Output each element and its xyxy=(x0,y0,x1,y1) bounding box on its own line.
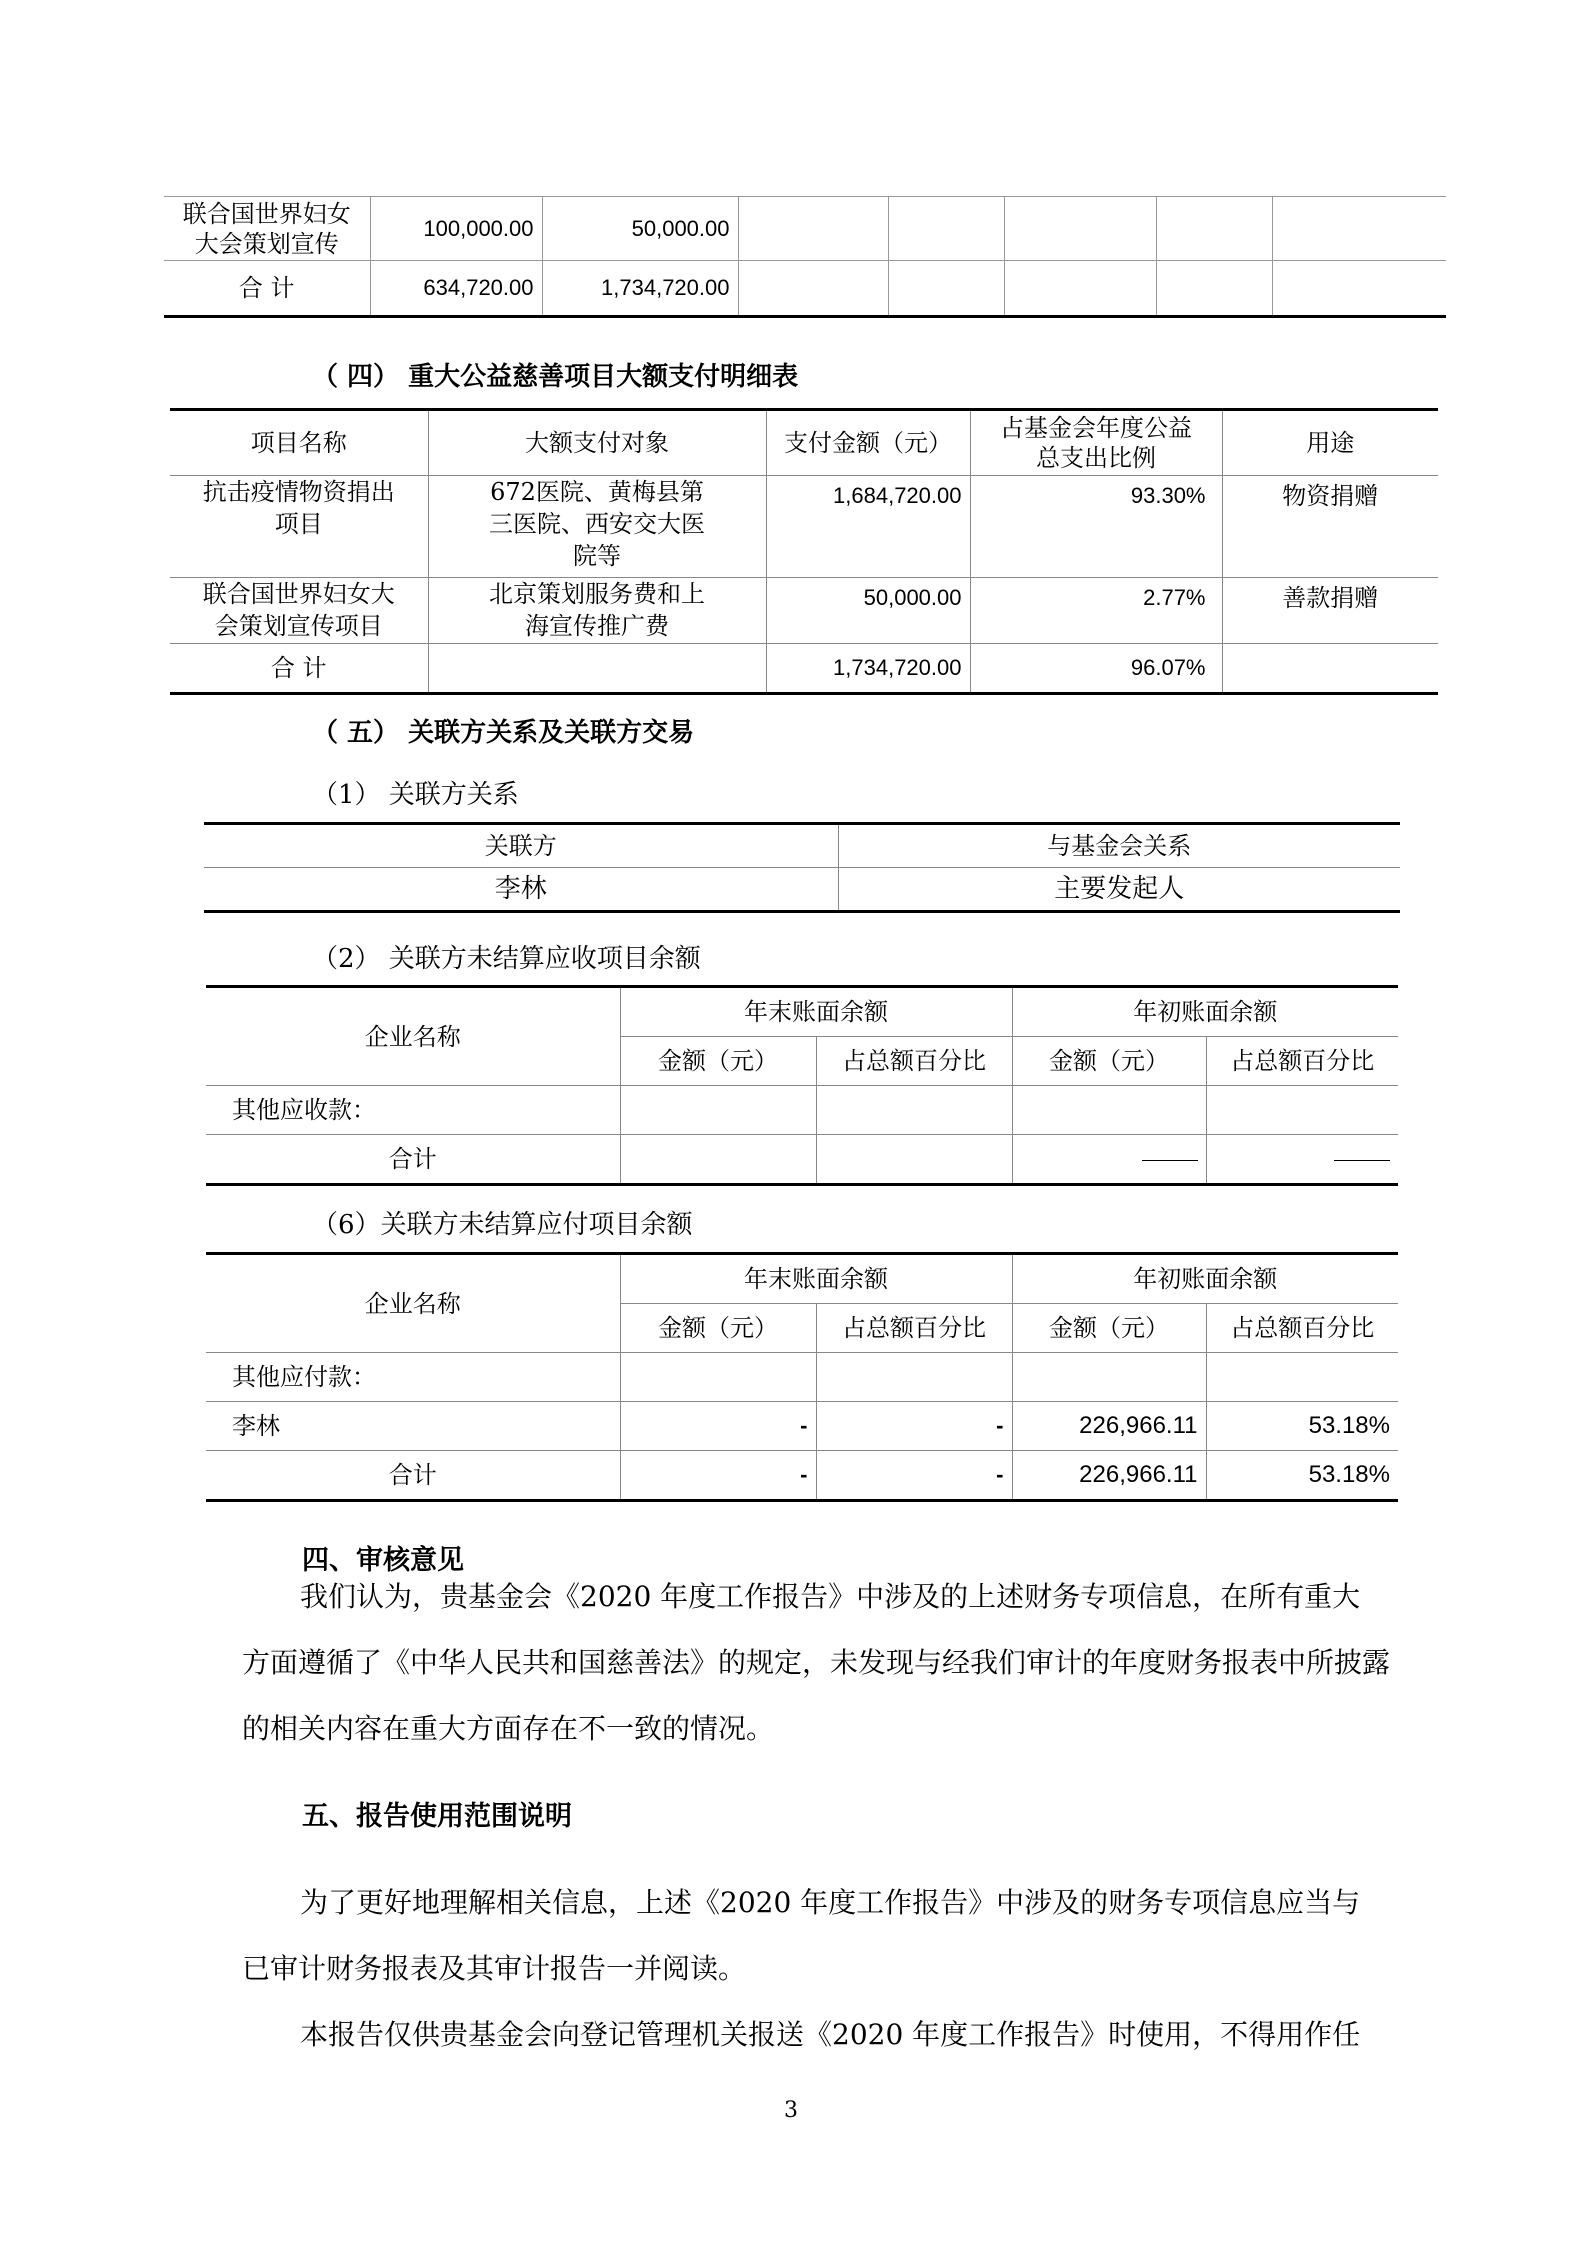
category-cell: 其他应收款： xyxy=(206,1086,620,1135)
header-cell: 占总额百分比 xyxy=(1206,1304,1398,1353)
total-label: 合 计 xyxy=(164,261,370,317)
table-row xyxy=(164,197,1446,261)
total-amount: 1,734,720.00 xyxy=(766,644,970,694)
table-row xyxy=(206,1402,1398,1451)
year-end-header: 年末账面余额 xyxy=(620,987,1012,1037)
pct-cell: - xyxy=(816,1402,1012,1451)
header-row xyxy=(206,1254,1398,1304)
use-cell: 善款捐赠 xyxy=(1222,578,1438,644)
amount-cell: 50,000.00 xyxy=(542,197,738,261)
total-label: 合计 xyxy=(206,1135,620,1185)
total-ratio: 96.07% xyxy=(970,644,1222,694)
total-row xyxy=(206,1135,1398,1185)
year-begin-header: 年初账面余额 xyxy=(1012,1254,1398,1304)
usage-scope-text xyxy=(242,1870,1442,2068)
amount-cell: 226,966.11 xyxy=(1012,1451,1206,1501)
section-4-title: （ 四） 重大公益慈善项目大额支付明细表 xyxy=(312,362,799,392)
company-header: 企业名称 xyxy=(206,1254,620,1353)
relationship-cell: 主要发起人 xyxy=(838,868,1400,912)
project-name-cell: 联合国世界妇女大会策划宣传项目 xyxy=(170,578,428,644)
amount-cell: - xyxy=(620,1451,816,1501)
usage-scope-title: 五、报告使用范围说明 xyxy=(302,1801,572,1832)
large-payment-table xyxy=(170,408,1438,695)
total-amount: 1,734,720.00 xyxy=(542,261,738,317)
payee-cell: 北京策划服务费和上海宣传推广费 xyxy=(428,578,766,644)
receivable-balance-table xyxy=(206,985,1398,1186)
related-party-table xyxy=(204,822,1400,913)
header-cell: 支付金额（元） xyxy=(766,410,970,476)
related-party-name: 李林 xyxy=(204,868,838,912)
paragraph-line: 已审计财务报表及其审计报告一并阅读。 xyxy=(242,1952,747,1985)
header-cell: 大额支付对象 xyxy=(428,410,766,476)
company-header: 企业名称 xyxy=(206,987,620,1086)
amount-cell: 100,000.00 xyxy=(370,197,542,261)
total-amount: 634,720.00 xyxy=(370,261,542,317)
year-end-header: 年末账面余额 xyxy=(620,1254,1012,1304)
table-row xyxy=(170,578,1438,644)
amount-cell: 50,000.00 xyxy=(766,578,970,644)
table-row xyxy=(204,868,1400,912)
dash-cell xyxy=(1206,1135,1398,1185)
amount-cell: 1,684,720.00 xyxy=(766,476,970,578)
header-row xyxy=(206,987,1398,1037)
header-cell: 用途 xyxy=(1222,410,1438,476)
paragraph-line: 方面遵循了《中华人民共和国慈善法》的规定，未发现与经我们审计的年度财务报表中所披露 xyxy=(242,1646,1391,1679)
total-row xyxy=(164,261,1446,317)
header-row xyxy=(204,824,1400,868)
audit-opinion-title: 四、审核意见 xyxy=(302,1545,464,1576)
receivable-subtitle: （2） 关联方未结算应收项目余额 xyxy=(312,944,701,974)
project-name-cell: 联合国世界妇女大会策划宣传 xyxy=(164,197,370,261)
header-cell: 项目名称 xyxy=(170,410,428,476)
total-label: 合计 xyxy=(206,1451,620,1501)
header-cell: 金额（元） xyxy=(620,1037,816,1086)
paragraph-line: 我们认为，贵基金会《2020 年度工作报告》中涉及的上述财务专项信息，在所有重大 xyxy=(300,1580,1361,1613)
pct-cell: 53.18% xyxy=(1206,1451,1398,1501)
header-row xyxy=(170,410,1438,476)
header-cell: 占基金会年度公益总支出比例 xyxy=(970,410,1222,476)
pct-cell: - xyxy=(816,1451,1012,1501)
paragraph-line: 本报告仅供贵基金会向登记管理机关报送《2020 年度工作报告》时使用，不得用作任 xyxy=(300,2018,1361,2051)
amount-cell: 226,966.11 xyxy=(1012,1402,1206,1451)
pct-cell: 53.18% xyxy=(1206,1402,1398,1451)
party-name-cell: 李林 xyxy=(206,1402,620,1451)
section-5-title: （ 五） 关联方关系及关联方交易 xyxy=(312,718,695,748)
header-cell: 占总额百分比 xyxy=(816,1037,1012,1086)
header-cell: 金额（元） xyxy=(1012,1304,1206,1353)
amount-cell: - xyxy=(620,1402,816,1451)
table-row xyxy=(170,476,1438,578)
header-cell: 金额（元） xyxy=(620,1304,816,1353)
total-row xyxy=(206,1451,1398,1501)
header-cell: 占总额百分比 xyxy=(1206,1037,1398,1086)
header-cell: 与基金会关系 xyxy=(838,824,1400,868)
category-cell: 其他应付款： xyxy=(206,1353,620,1402)
year-begin-header: 年初账面余额 xyxy=(1012,987,1398,1037)
audit-opinion-text xyxy=(242,1564,1442,1762)
paragraph-line: 为了更好地理解相关信息，上述《2020 年度工作报告》中涉及的财务专项信息应当与 xyxy=(300,1886,1361,1919)
donation-table-continued xyxy=(164,196,1446,318)
ratio-cell: 93.30% xyxy=(970,476,1222,578)
header-cell: 关联方 xyxy=(204,824,838,868)
table-row xyxy=(206,1353,1398,1402)
payable-subtitle: （6）关联方未结算应付项目余额 xyxy=(312,1210,693,1240)
table-row xyxy=(206,1086,1398,1135)
page-number: 3 xyxy=(784,2098,798,2123)
payable-balance-table xyxy=(206,1252,1398,1502)
total-row xyxy=(170,644,1438,694)
paragraph-line: 的相关内容在重大方面存在不一致的情况。 xyxy=(242,1712,775,1745)
payee-cell: 672医院、黄梅县第三医院、西安交大医院等 xyxy=(428,476,766,578)
use-cell: 物资捐赠 xyxy=(1222,476,1438,578)
header-cell: 占总额百分比 xyxy=(816,1304,1012,1353)
related-party-subtitle: （1） 关联方关系 xyxy=(312,780,519,810)
project-name-cell: 抗击疫情物资捐出项目 xyxy=(170,476,428,578)
ratio-cell: 2.77% xyxy=(970,578,1222,644)
dash-cell xyxy=(1012,1135,1206,1185)
total-label: 合 计 xyxy=(170,644,428,694)
header-cell: 金额（元） xyxy=(1012,1037,1206,1086)
